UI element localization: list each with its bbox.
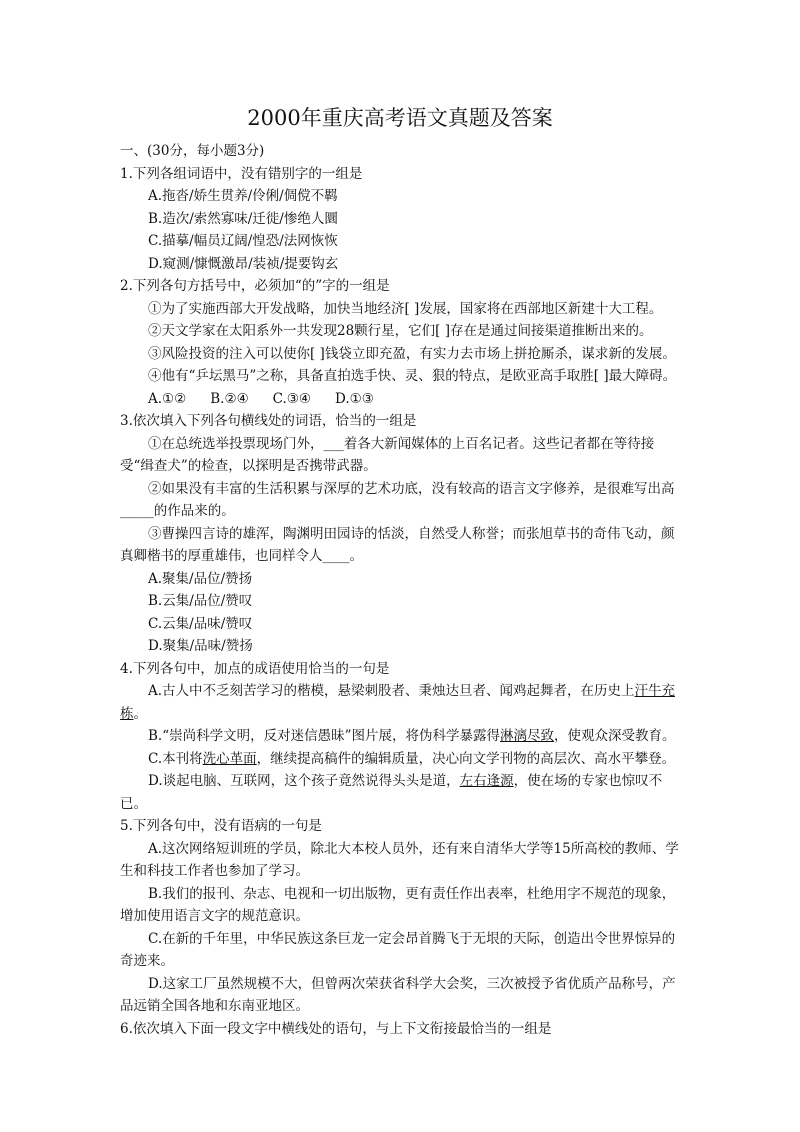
question-5-option-b: B.我们的报刊、杂志、电视和一切出版物，更有责任作出表率，杜绝用字不规范的现象，增加使用语言文字的规范意识。	[120, 885, 676, 924]
question-4-option-a-tail: 。	[133, 705, 147, 722]
question-4-option-a-text: A.古人中不乏刻苦学习的楷模，悬梁刺股者、秉烛达旦者、闻鸡起舞者，在历史上	[148, 683, 635, 699]
question-2-sentence-2: ②天文学家在太阳系外一共发现28颗行星，它们[ ]存在是通过间接渠道推断出来的。	[148, 323, 653, 339]
question-3-option-d: D.聚集/品味/赞扬	[148, 638, 253, 654]
question-4-option-c	[120, 748, 684, 771]
question-2-option-b: B.②④	[210, 390, 249, 407]
question-4-option-d-text: D.谈起电脑、互联网，这个孩子竟然说得头头是道，	[148, 773, 460, 789]
page-title: 2000年重庆高考语文真题及答案	[247, 106, 553, 130]
question-6-stem: 6.依次填入下面一段文字中横线处的语句，与上下文衔接最恰当的一组是	[120, 1020, 552, 1037]
question-4-option-b-tail: ，使观众深受教育。	[554, 728, 676, 744]
question-2-stem: 2.下列各句方括号中，必须加“的”字的一组是	[120, 278, 390, 294]
question-5-option-c: C.在新的千年里，中华民族这条巨龙一定会昂首腾飞于无垠的天际，创造出令世界惊异的奇迹来。	[120, 930, 676, 969]
question-4-option-d-idiom: 左右逢源	[459, 773, 514, 789]
question-3-option-b: B.云集/品位/赞叹	[148, 593, 253, 609]
question-2-sentence-4: ④他有“乒坛黑马”之称，具备直拍选手快、灵、狠的特点，是欧亚高手取胜[ ]最大障碍。	[148, 368, 677, 384]
question-4-stem: 4.下列各句中，加点的成语使用恰当的一句是	[120, 660, 390, 677]
question-2-option-a: A.①②	[148, 390, 187, 407]
question-3-option-a: A.聚集/品位/赞扬	[148, 570, 253, 587]
question-3-sentence-2: ②如果没有丰富的生活积累与深厚的艺术功底，没有较高的语言文字修养，是很难写出高_____的作品来的。	[120, 480, 675, 519]
question-4-option-b-text: B.“崇尚科学文明，反对迷信愚昧”图片展，将伪科学暴露得	[148, 728, 501, 744]
question-5-option-a: A.这次网络短训班的学员，除北大本校人员外，还有来自清华大学等15所高校的教师、学生和科技工作者也参加了学习。	[120, 840, 679, 879]
question-4-option-b	[120, 725, 684, 748]
question-4-option-d	[120, 770, 684, 815]
exam-content	[120, 140, 684, 1040]
question-1-stem: 1.下列各组词语中，没有错别字的一组是	[120, 165, 363, 182]
question-4-option-c-idiom: 洗心革面	[202, 750, 257, 767]
question-2-sentence-1: ①为了实施西部大开发战略，加快当地经济[ ]发展，国家将在西部地区新建十大工程。	[148, 300, 663, 317]
question-4-option-c-tail: ，继续提高稿件的编辑质量，决心向文学刊物的高层次、高水平攀登。	[256, 750, 676, 767]
question-5-stem: 5.下列各句中，没有语病的一句是	[120, 818, 322, 834]
question-4-option-c-text: C.本刊将	[148, 750, 203, 767]
question-4-option-a-idiom: 汗牛充栋	[120, 683, 676, 722]
question-3-sentence-3: ③曹操四言诗的雄浑，陶渊明田园诗的恬淡，自然受人称誉；而张旭草书的奇伟飞动，颜真卿楷书的厚重雄伟，也同样令人____。	[120, 525, 675, 564]
question-1-option-b: B.造次/索然寡味/迁徙/惨绝人圜	[148, 210, 338, 227]
question-4-option-b-idiom: 淋漓尽致	[500, 728, 555, 744]
question-2-option-d: D.①③	[335, 390, 374, 407]
question-2-sentence-3: ③风险投资的注入可以使你[ ]钱袋立即充盈，有实力去市场上拼抢厮杀，谋求新的发展。	[148, 345, 676, 362]
question-3-sentence-1: ①在总统选举投票现场门外，___着各大新闻媒体的上百名记者。这些记者都在等待接受“缉查犬”的检查，以探明是否携带武器。	[120, 435, 655, 474]
question-1-option-a: A.拖沓/娇生贯养/伶俐/倜傥不羁	[148, 188, 338, 204]
question-5-option-d: D.这家工厂虽然规模不大，但曾两次荣获省科学大会奖，三次被授予省优质产品称号，产品远销全国各地和东南亚地区。	[120, 975, 676, 1014]
question-1-option-d: D.窥测/慷慨激昂/装祯/提要钩玄	[148, 255, 339, 272]
question-3-stem: 3.依次填入下列各句横线处的词语，恰当的一组是	[120, 413, 417, 429]
question-4-option-a	[120, 680, 684, 725]
question-2-options	[120, 388, 684, 411]
question-4-option-d-tail: ，使在场的专家也惊叹不已。	[120, 773, 663, 812]
question-1-option-c: C.描摹/幅员辽阔/惶恐/法网恢恢	[148, 233, 338, 249]
question-3-option-c: C.云集/品味/赞叹	[148, 615, 253, 632]
question-2-option-c: C.③④	[272, 390, 312, 407]
section-heading: 一、(30分，每小题3分)	[120, 143, 265, 159]
